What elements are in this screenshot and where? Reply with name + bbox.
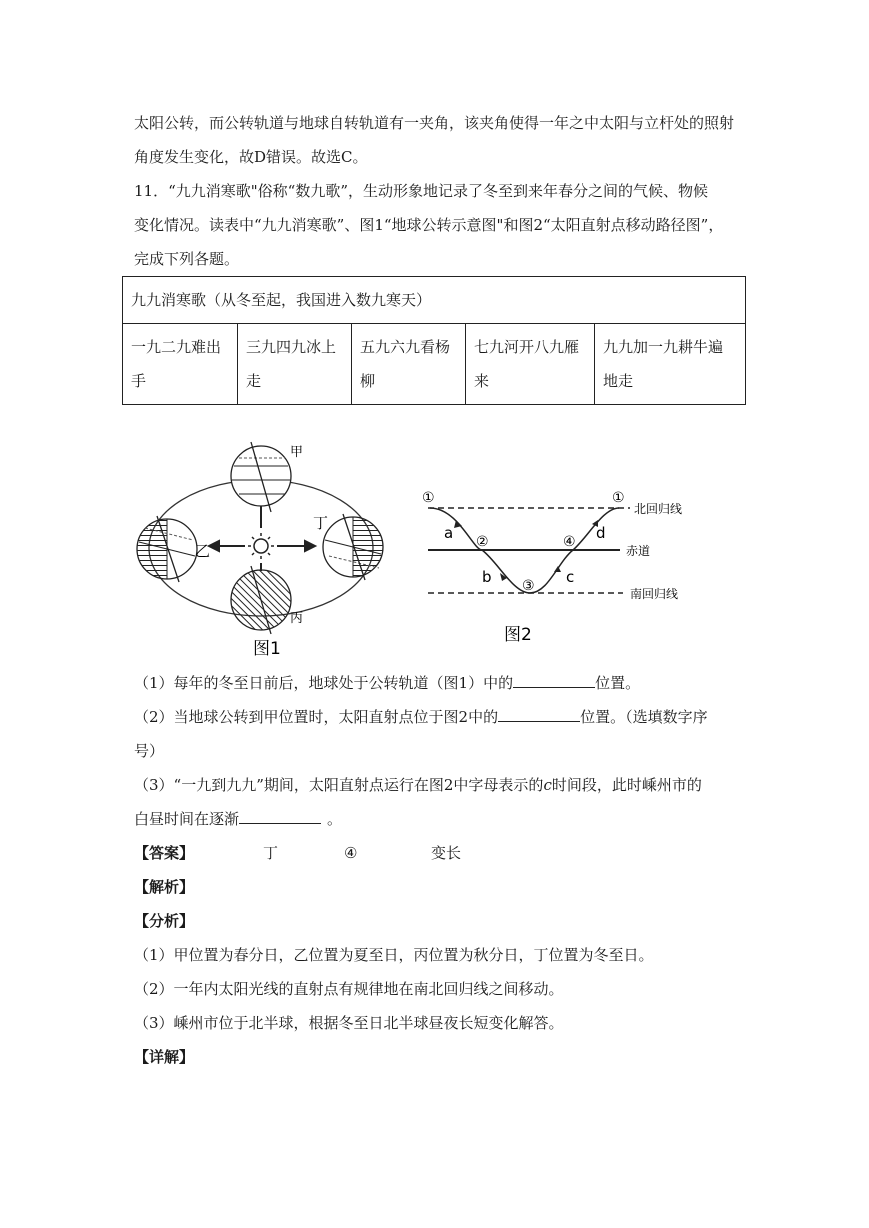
letter-a: a xyxy=(444,524,454,542)
figure2-caption: 图2 xyxy=(504,625,532,645)
answer-3: 变长 xyxy=(431,844,462,862)
point-1-left: ① xyxy=(422,490,435,506)
figure2-subsolar-path xyxy=(418,482,703,648)
q3-text-a: （3）“一九到九九”期间，太阳直射点运行在图2中字母表示的 xyxy=(134,776,544,794)
letter-b: b xyxy=(482,568,492,586)
subquestion-2 xyxy=(134,707,708,727)
question-line-2: 变化情况。读表中“九九消寒歌”、图1“地球公转示意图"和图2“太阳直射点移动路径图”， xyxy=(134,216,724,234)
label-ding: 丁 xyxy=(313,514,329,532)
poem-cell-3: 五九六九看杨柳 xyxy=(352,324,466,405)
earth-jia xyxy=(231,442,303,512)
poem-cell-2: 三九四九冰上走 xyxy=(238,324,352,405)
q1-text-b: 位置。 xyxy=(595,674,641,692)
point-2: ② xyxy=(476,534,489,550)
question-line-3: 完成下列各题。 xyxy=(134,250,240,268)
earth-yi xyxy=(135,516,210,582)
question-line-1: 11．“九九消寒歌"俗称“数九歌”，生动形象地记录了冬至到来年春分之间的气候、物候 xyxy=(134,182,708,200)
q3-text-e: 。 xyxy=(327,810,343,828)
q2-blank xyxy=(498,707,580,722)
north-tropic-label: 北回归线 xyxy=(634,502,683,516)
label-bing: 丙 xyxy=(290,611,304,626)
answer-2: ④ xyxy=(344,844,358,862)
q1-text-a: （1）每年的冬至日前后，地球处于公转轨道（图1）中的 xyxy=(134,674,514,692)
letter-c: c xyxy=(566,568,575,586)
analysis-p1: （1）甲位置为春分日，乙位置为夏至日，丙位置为秋分日，丁位置为冬至日。 xyxy=(134,946,654,964)
q3-text-b: 时间段，此时嵊州市的 xyxy=(551,776,702,794)
poem-table xyxy=(122,276,746,405)
south-tropic-label: 南回归线 xyxy=(630,587,679,601)
analysis-p2: （2）一年内太阳光线的直射点有规律地在南北回归线之间移动。 xyxy=(134,980,564,998)
analysis-p3: （3）嵊州市位于北半球，根据冬至日北半球昼夜长短变化解答。 xyxy=(134,1014,564,1032)
fenxi-heading: 【分析】 xyxy=(134,912,195,930)
label-jia: 甲 xyxy=(290,445,304,460)
poem-cell-5: 九九加一九耕牛遍地走 xyxy=(595,324,746,405)
subquestion-3-cont xyxy=(134,809,342,829)
intro-line-1: 太阳公转，而公转轨道与地球自转轨道有一夹角，该夹角使得一年之中太阳与立杆处的照射 xyxy=(134,114,735,132)
q3-text-d: 白昼时间在逐渐 xyxy=(134,810,240,828)
intro-line-2: 角度发生变化，故D错误。故选C。 xyxy=(134,148,368,166)
point-4: ④ xyxy=(563,534,576,550)
poem-cell-1: 一九二九难出手 xyxy=(123,324,238,405)
q1-blank xyxy=(513,673,595,688)
earth-ding xyxy=(313,514,385,580)
subquestion-1 xyxy=(134,673,640,693)
point-3: ③ xyxy=(522,578,535,594)
q3-blank xyxy=(239,809,321,824)
jiexi-heading: 【解析】 xyxy=(134,878,195,896)
answer-1: 丁 xyxy=(263,844,279,862)
subquestion-2-cont: 号） xyxy=(134,742,165,760)
xiangjie-heading: 【详解】 xyxy=(134,1048,195,1066)
figure1-caption: 图1 xyxy=(253,639,281,659)
q2-text-a: （2）当地球公转到甲位置时，太阳直射点位于图2中的 xyxy=(134,708,499,726)
figure1-earth-orbit xyxy=(135,428,395,664)
equator-label: 赤道 xyxy=(626,544,651,558)
answer-label: 【答案】 xyxy=(134,844,195,862)
label-yi: 乙 xyxy=(195,542,211,560)
letter-d: d xyxy=(596,524,606,542)
sun-icon xyxy=(248,533,274,559)
q2-text-b: 位置。（选填数字序 xyxy=(580,708,708,726)
earth-bing xyxy=(231,566,303,634)
poem-table-header: 九九消寒歌（从冬至起，我国进入数九寒天） xyxy=(123,277,746,324)
q3-letter-c: c xyxy=(543,776,552,794)
poem-cell-4: 七九河开八九雁来 xyxy=(466,324,595,405)
point-1-right: ① xyxy=(612,490,625,506)
subquestion-3 xyxy=(134,775,702,795)
